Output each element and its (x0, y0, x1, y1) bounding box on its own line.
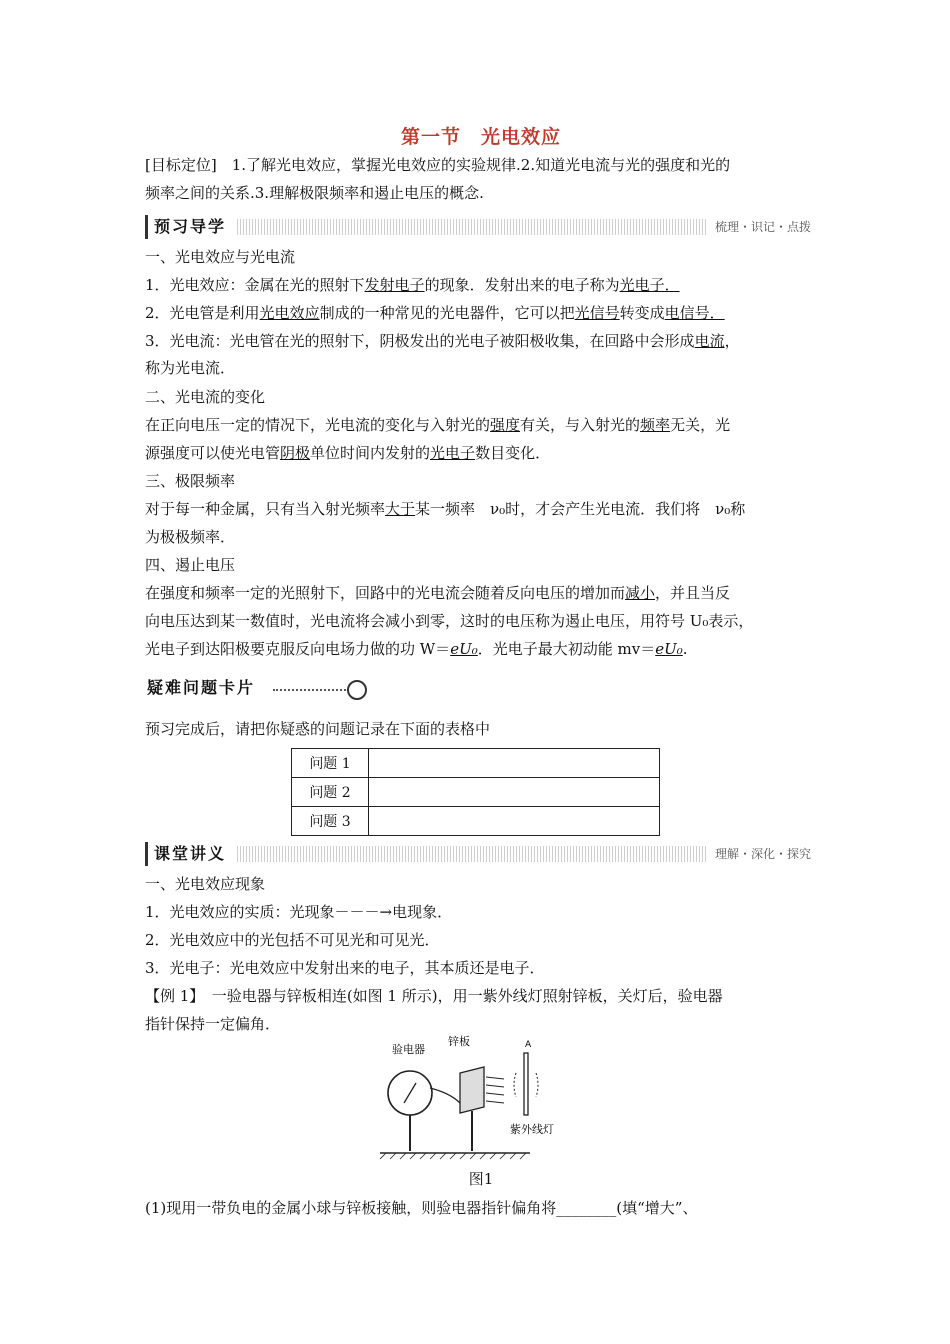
question-table (291, 748, 660, 836)
banner-label: 预习导学 (145, 215, 232, 239)
question-answer-cell[interactable] (369, 778, 660, 807)
ray (486, 1093, 504, 1095)
section-heading: 四、遏止电压 (145, 556, 236, 574)
example-text: 【例 1】 一验电器与锌板相连(如图 1 所示)，用一紫外线灯照射锌板，关灯后，验电器 (145, 987, 723, 1005)
label-lamp: 紫外线灯 (510, 1123, 554, 1136)
card-label: 疑难问题卡片 (147, 678, 256, 697)
paragraph: 1．光电效应：金属在光的照射下发射电子的现象．发射出来的电子称为光电子． (145, 276, 680, 294)
paragraph: 向电压达到某一数值时，光电流将会减小到零，这时的电压称为遏止电压，用符号 U₀表示， (145, 612, 754, 630)
question-label: 问题 3 (292, 807, 369, 836)
table-row (292, 749, 660, 778)
banner-tail: 梳理・识记・点拨 (707, 215, 817, 239)
ground-hatch (380, 1153, 526, 1159)
figure-electroscope (380, 1033, 580, 1163)
banner-tail: 理解・深化・探究 (707, 842, 817, 866)
paragraph: 为极极频率． (145, 528, 236, 546)
paragraph: 称为光电流． (145, 359, 236, 377)
ray (486, 1101, 504, 1103)
wire (430, 1088, 460, 1103)
ray (486, 1085, 504, 1087)
paragraph: 在强度和频率一定的光照射下，回路中的光电流会随着反向电压的增加而减小，并且当反 (145, 584, 731, 602)
paragraph: 源强度可以使光电管阴极单位时间内发射的光电子数目变化． (145, 444, 551, 462)
section-banner-preview (145, 215, 817, 239)
example-text: 指针保持一定偏角． (145, 1015, 281, 1033)
question-answer-cell[interactable] (369, 749, 660, 778)
paragraph: 在正向电压一定的情况下，光电流的变化与入射光的强度有关，与入射光的频率无关，光 (145, 416, 731, 434)
section-banner-lecture (145, 842, 817, 866)
section-heading: 一、光电效应现象 (145, 875, 266, 893)
circle-icon (347, 680, 367, 700)
goal-line: 频率之间的关系.3.理解极限频率和遏止电压的概念. (145, 184, 484, 202)
section-heading: 一、光电效应与光电流 (145, 248, 296, 266)
figure-caption: 图1 (468, 1170, 494, 1188)
question-text: (1)现用一带负电的金属小球与锌板接触，则验电器指针偏角将________(填“增大”、 (145, 1199, 698, 1217)
paragraph: 2．光电效应中的光包括不可见光和可见光． (145, 931, 440, 949)
label-lamp-a: A (525, 1040, 532, 1050)
label-electroscope: 验电器 (392, 1043, 425, 1056)
question-card-header (145, 673, 385, 701)
electroscope-needle (404, 1083, 416, 1103)
table-row (292, 807, 660, 836)
question-answer-cell[interactable] (369, 807, 660, 836)
paragraph: 对于每一种金属，只有当入射光频率大于某一频率 ν₀时，才会产生光电流．我们将 ν₀称 (145, 500, 746, 518)
goal-line: [目标定位] 1.了解光电效应，掌握光电效应的实验规律.2.知道光电流与光的强度和光的 (145, 156, 731, 174)
question-label: 问题 1 (292, 749, 369, 778)
paragraph: 1．光电效应的实质：光现象－－－→电现象． (145, 903, 453, 921)
card-intro: 预习完成后，请把你疑惑的问题记录在下面的表格中 (145, 720, 491, 738)
ray (486, 1077, 504, 1079)
page-title: 第一节 光电效应 (400, 126, 561, 148)
label-plate: 锌板 (448, 1035, 470, 1048)
section-heading: 三、极限频率 (145, 472, 236, 490)
paragraph: 3．光电子：光电效应中发射出来的电子，其本质还是电子． (145, 959, 545, 977)
banner-label: 课堂讲义 (145, 842, 232, 866)
paragraph: 光电子到达阳极要克服反向电场力做的功 W＝eU₀．光电子最大初动能 mv＝eU₀. (145, 640, 688, 658)
zinc-plate (460, 1067, 484, 1113)
table-row (292, 778, 660, 807)
section-heading: 二、光电流的变化 (145, 388, 266, 406)
uv-lamp-tube (524, 1053, 528, 1115)
question-label: 问题 2 (292, 778, 369, 807)
paragraph: 2．光电管是利用光电效应制成的一种常见的光电器件，它可以把光信号转变成电信号． (145, 304, 725, 322)
paragraph: 3．光电流：光电管在光的照射下，阴极发出的光电子被阳极收集，在回路中会形成电流， (145, 332, 740, 350)
